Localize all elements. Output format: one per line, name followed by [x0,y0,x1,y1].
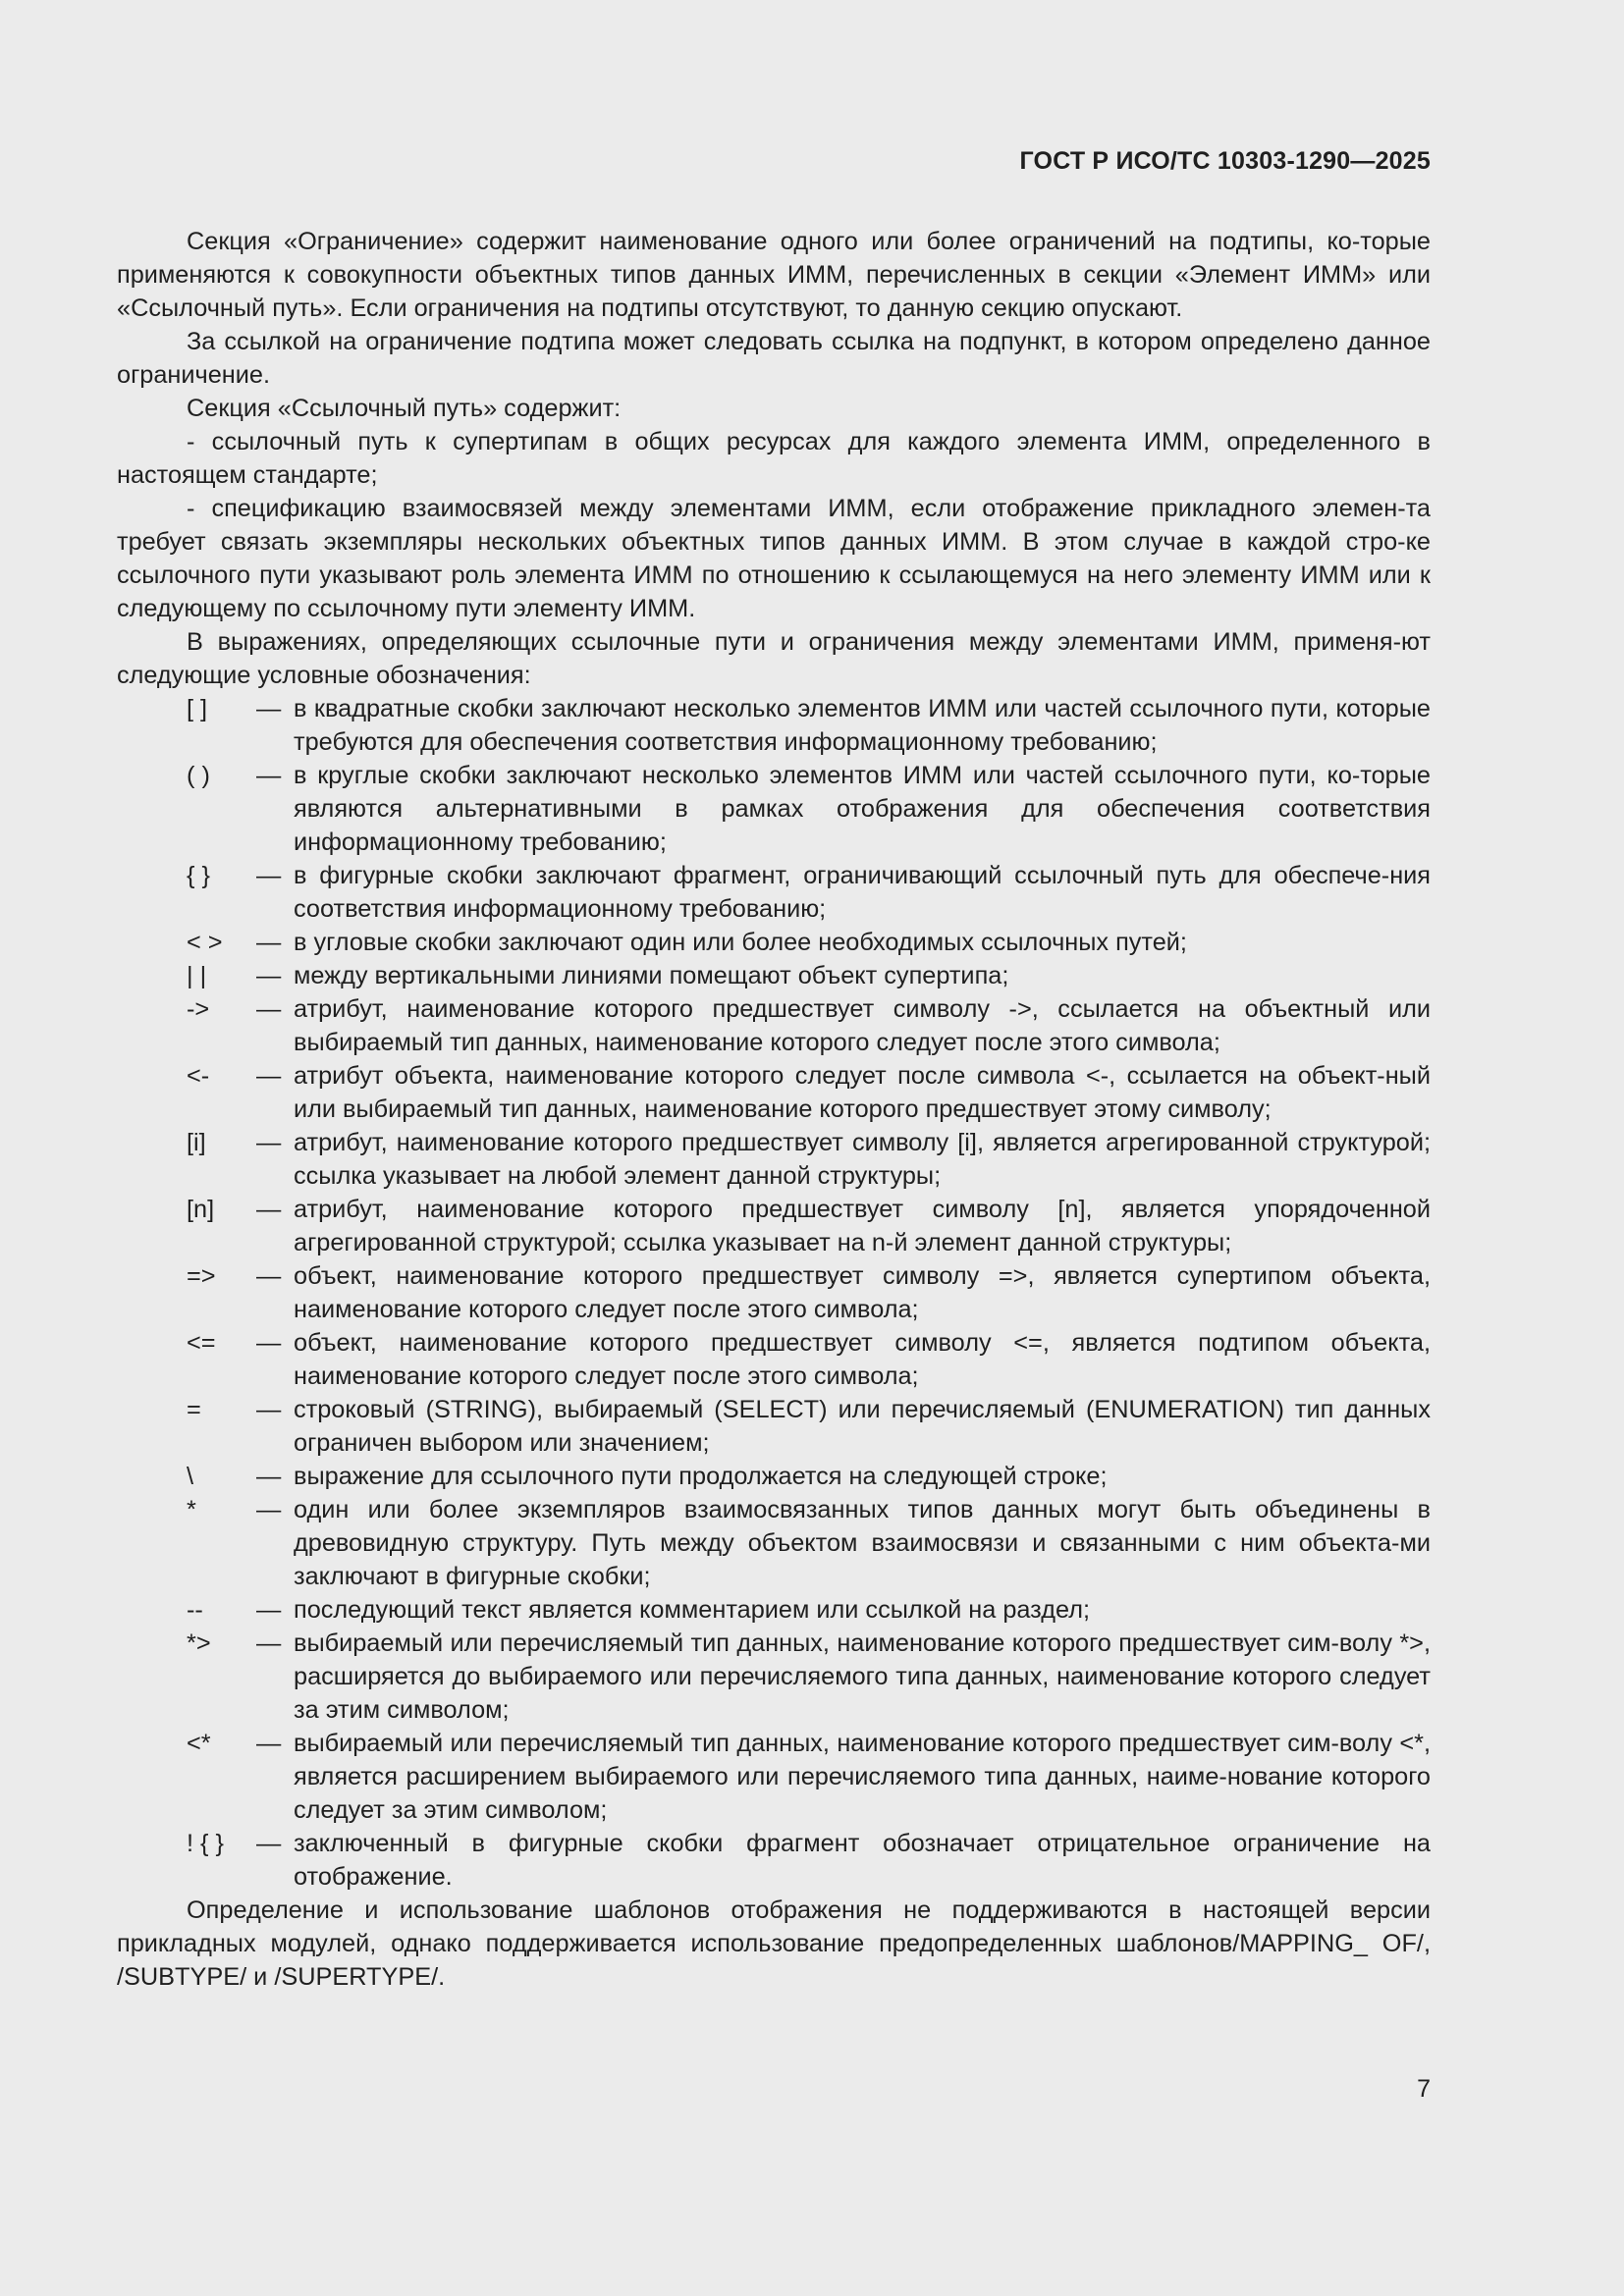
legend-description: строковый (STRING), выбираемый (SELECT) или перечисляемый (ENUMERATION) тип данных ограничен выбором или значением; [294,1396,1431,1457]
legend-description: объект, наименование которого предшествует символу =>, является супертипом объекта, наименование которого следует после этого символа; [294,1262,1431,1323]
legend-dash: — [256,1830,282,1857]
legend-symbol: { } [187,862,210,889]
paragraph-supertype-path: - ссылочный путь к супертипам в общих ресурсах для каждого элемента ИММ, определенного в настоящем стандарте; [117,428,1431,489]
legend-item-aggregate-any [117,1126,1431,1193]
legend-symbol: < > [187,929,223,956]
legend-dash: — [256,1730,282,1757]
legend-dash: — [256,762,282,789]
legend-item-square-brackets [117,692,1431,759]
legend-item-supertype [117,1259,1431,1326]
legend-item-extends-to [117,1627,1431,1727]
legend-item-subtype [117,1326,1431,1393]
legend-symbol: => [187,1262,216,1290]
legend-symbol: ! { } [187,1830,224,1857]
legend-symbol: * [187,1496,196,1523]
legend-dash: — [256,1463,282,1490]
paragraph-restriction-section: Секция «Ограничение» содержит наименование одного или более ограничений на подтипы, ко-торые применяются к совокупности объектных типов данных ИММ, перечисленных в секции «Элемент ИММ» или «Ссылочный путь». Если ограничения на подтипы отсутствуют, то данную секцию опускают. [117,228,1431,322]
legend-item-equals [117,1393,1431,1460]
legend-dash: — [256,862,282,889]
legend-description: в круглые скобки заключают несколько элементов ИММ или частей ссылочного пути, ко-торые являются альтернативными в рамках отображения для обеспечения соответствия информационному требованию; [294,762,1431,856]
legend-symbol: = [187,1396,201,1423]
legend-description: выбираемый или перечисляемый тип данных, наименование которого предшествует сим-волу *>, расширяется до выбираемого или перечисляемого типа данных, наименование которого следует за этим символом; [294,1629,1431,1724]
legend-item-backward-reference [117,1059,1431,1126]
legend-description: в угловые скобки заключают один или более необходимых ссылочных путей; [294,929,1187,956]
legend-dash: — [256,962,282,989]
legend-symbol: [ ] [187,695,208,722]
legend-item-aggregate-nth [117,1193,1431,1259]
legend-dash: — [256,1396,282,1423]
legend-dash: — [256,1496,282,1523]
page-body [117,225,1431,1994]
legend-dash: — [256,1262,282,1290]
legend-item-extension-of [117,1727,1431,1827]
legend-dash: — [256,1596,282,1624]
legend-description: в квадратные скобки заключают несколько элементов ИММ или частей ссылочного пути, которые требуются для обеспечения соответствия информационному требованию; [294,695,1431,756]
legend-description: объект, наименование которого предшествует символу <=, является подтипом объекта, наименование которого следует после этого символа; [294,1329,1431,1390]
legend-dash: — [256,1629,282,1657]
legend-symbol: [n] [187,1196,215,1223]
paragraph-restriction-reference: За ссылкой на ограничение подтипа может следовать ссылка на подпункт, в котором определено данное ограничение. [117,328,1431,389]
legend-description: выражение для ссылочного пути продолжается на следующей строке; [294,1463,1108,1490]
legend-item-forward-reference [117,992,1431,1059]
legend-item-negative-constraint [117,1827,1431,1894]
legend-dash: — [256,1196,282,1223]
legend-symbol: -- [187,1596,203,1624]
legend-item-vertical-lines [117,959,1431,992]
notation-legend [117,692,1431,1894]
legend-item-curly-brackets [117,859,1431,926]
legend-item-comment [117,1593,1431,1627]
legend-dash: — [256,995,282,1023]
legend-description: выбираемый или перечисляемый тип данных, наименование которого предшествует сим-волу <*, является расширением выбираемого или перечисляемого типа данных, наиме-нование которого следует за этим символом; [294,1730,1431,1824]
legend-description: в фигурные скобки заключают фрагмент, ограничивающий ссылочный путь для обеспече-ния соответствия информационному требованию; [294,862,1431,923]
legend-description: последующий текст является комментарием или ссылкой на раздел; [294,1596,1090,1624]
paragraph-relationship-spec: - спецификацию взаимосвязей между элементами ИММ, если отображение прикладного элемен-та требует связать экземпляры нескольких объектных типов данных ИММ. В этом случае в каждой стро-ке ссылочного пути указывают роль элемента ИММ по отношению к ссылающемуся на него элементу ИММ или к следующему по ссылочному пути элементу ИММ. [117,495,1431,622]
legend-description: атрибут, наименование которого предшествует символу [n], является упорядоченной агрегированной структурой; ссылка указывает на n-й элемент данной структуры; [294,1196,1431,1256]
page-number: 7 [1417,2075,1431,2103]
legend-description: заключенный в фигурные скобки фрагмент обозначает отрицательное ограничение на отображение. [294,1830,1431,1891]
legend-item-line-continuation [117,1460,1431,1493]
legend-symbol: | | [187,962,207,989]
legend-dash: — [256,929,282,956]
legend-description: атрибут объекта, наименование которого следует после символа <-, ссылается на объект-ный или выбираемый тип данных, наименование которого предшествует этому символу; [294,1062,1431,1123]
legend-dash: — [256,1329,282,1357]
legend-symbol: <- [187,1062,210,1090]
legend-symbol: [i] [187,1129,206,1156]
legend-symbol: -> [187,995,210,1023]
legend-description: один или более экземпляров взаимосвязанных типов данных могут быть объединены в древовидную структуру. Путь между объектом взаимосвязи и связанными с ним объекта-ми заключают в фигурные скобки; [294,1496,1431,1590]
legend-symbol: *> [187,1629,211,1657]
legend-description: атрибут, наименование которого предшествует символу ->, ссылается на объектный или выбираемый тип данных, наименование которого следует после этого символа; [294,995,1431,1056]
legend-item-asterisk [117,1493,1431,1593]
legend-dash: — [256,1129,282,1156]
legend-symbol: <* [187,1730,211,1757]
paragraph-mapping-templates: Определение и использование шаблонов отображения не поддерживаются в настоящей версии прикладных модулей, однако поддерживается использование предопределенных шаблонов/MAPPING_ OF/, /SUBTYPE/ и /SUPERTYPE/. [117,1896,1431,1991]
paragraph-reference-path-intro: Секция «Ссылочный путь» содержит: [187,395,622,422]
legend-symbol: <= [187,1329,216,1357]
legend-item-angle-brackets [117,926,1431,959]
legend-dash: — [256,695,282,722]
document-header: ГОСТ Р ИСО/ТС 10303-1290—2025 [1019,147,1431,175]
legend-description: между вертикальными линиями помещают объект супертипа; [294,962,1009,989]
legend-dash: — [256,1062,282,1090]
legend-item-round-brackets [117,759,1431,859]
paragraph-notation-intro: В выражениях, определяющих ссылочные пути и ограничения между элементами ИММ, применя-ют следующие условные обозначения: [117,628,1431,689]
legend-description: атрибут, наименование которого предшествует символу [i], является агрегированной структурой; ссылка указывает на любой элемент данной структуры; [294,1129,1431,1190]
legend-symbol: \ [187,1463,194,1490]
legend-symbol: ( ) [187,762,210,789]
